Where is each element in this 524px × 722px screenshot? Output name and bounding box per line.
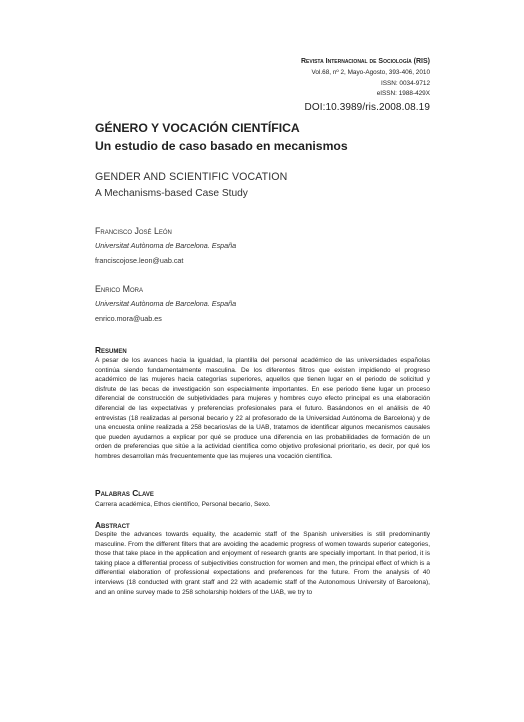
author-affiliation: Universitat Autònoma de Barcelona. España	[95, 241, 237, 250]
author-email: enrico.mora@uab.es	[95, 314, 162, 323]
author-name: Enrico Mora	[95, 284, 143, 294]
journal-issn: ISSN: 0034-9712	[380, 79, 430, 87]
author-name: Francisco José León	[95, 226, 172, 236]
title-spanish: GÉNERO Y VOCACIÓN CIENTÍFICA	[95, 121, 300, 135]
subtitle-spanish: Un estudio de caso basado en mecanismos	[95, 139, 348, 153]
journal-name: Revista Internacional de Sociología (RIS)	[300, 58, 430, 65]
abstract-text: Despite the advances towards equality, the academic staff of the Spanish universities is still predominantly masculine. From the different filters that are avoiding the academic progress of women towards superior categories, those that take place in the application and enjoyment of research grants are specially important. In that period, it is taking place a differential process of subjectivities construction for women and men, the principal effect of which is a differential elaboration of professional expectations and preferences for the future. From the analysis of 40 interviews (18 conducted with grant staff and 22 with academic staff of the Autonomous University of Barcelona), and an online survey made to 258 scholarship holders of the UAB, we try to	[95, 531, 430, 596]
journal-issue: Vol.68, nº 2, Mayo-Agosto, 393-406, 2010	[311, 68, 430, 76]
author-email: franciscojose.leon@uab.cat	[95, 256, 184, 265]
resumen-heading: Resumen	[95, 345, 127, 355]
abstract-heading: Abstract	[95, 520, 130, 530]
subtitle-english: A Mechanisms-based Case Study	[95, 188, 248, 199]
journal-header	[301, 57, 430, 114]
author-affiliation: Universitat Autònoma de Barcelona. España	[95, 299, 237, 308]
journal-doi: DOI:10.3989/ris.2008.08.19	[304, 102, 430, 114]
keywords-text: Carrera académica, Ethos científico, Personal becario, Sexo.	[95, 501, 271, 508]
resumen-text: A pesar de los avances hacia la igualdad, la plantilla del personal académico de las universidades españolas continúa siendo fundamentalmente masculina. De los diferentes filtros que existen impidiendo el progreso académico de las mujeres hacia categorías superiores, aquellos que tienen lugar en el periodo de solicitud y disfrute de las becas de investigación son especialmente importantes. En ese periodo tiene lugar un proceso diferencial de construcción de subjetividades para mujeres y hombres cuyo efecto principal es una elaboración diferencial de las expectativas y preferencias profesionales para el futuro. Basándonos en el análisis de 40 entrevistas (18 realizadas al personal becario y 22 al profesorado de la Universidad Autónoma de Barcelona) y de una encuesta online realizada a 258 becarios/as de la UAB, tratamos de identificar algunos mecanismos causales que pueden ayudarnos a explicar por qué se produce una diferencia en las probabilidades de formación de un orden de preferencias que sitúe a la actividad científica como objetivo profesional prioritario, es decir, por qué los hombres desarrollan más frecuentemente que las mujeres una vocación científica.	[95, 357, 430, 460]
keywords-heading: Palabras Clave	[95, 488, 154, 498]
title-english: GENDER AND SCIENTIFIC VOCATION	[95, 171, 288, 183]
journal-eissn: eISSN: 1988-429X	[376, 90, 430, 98]
